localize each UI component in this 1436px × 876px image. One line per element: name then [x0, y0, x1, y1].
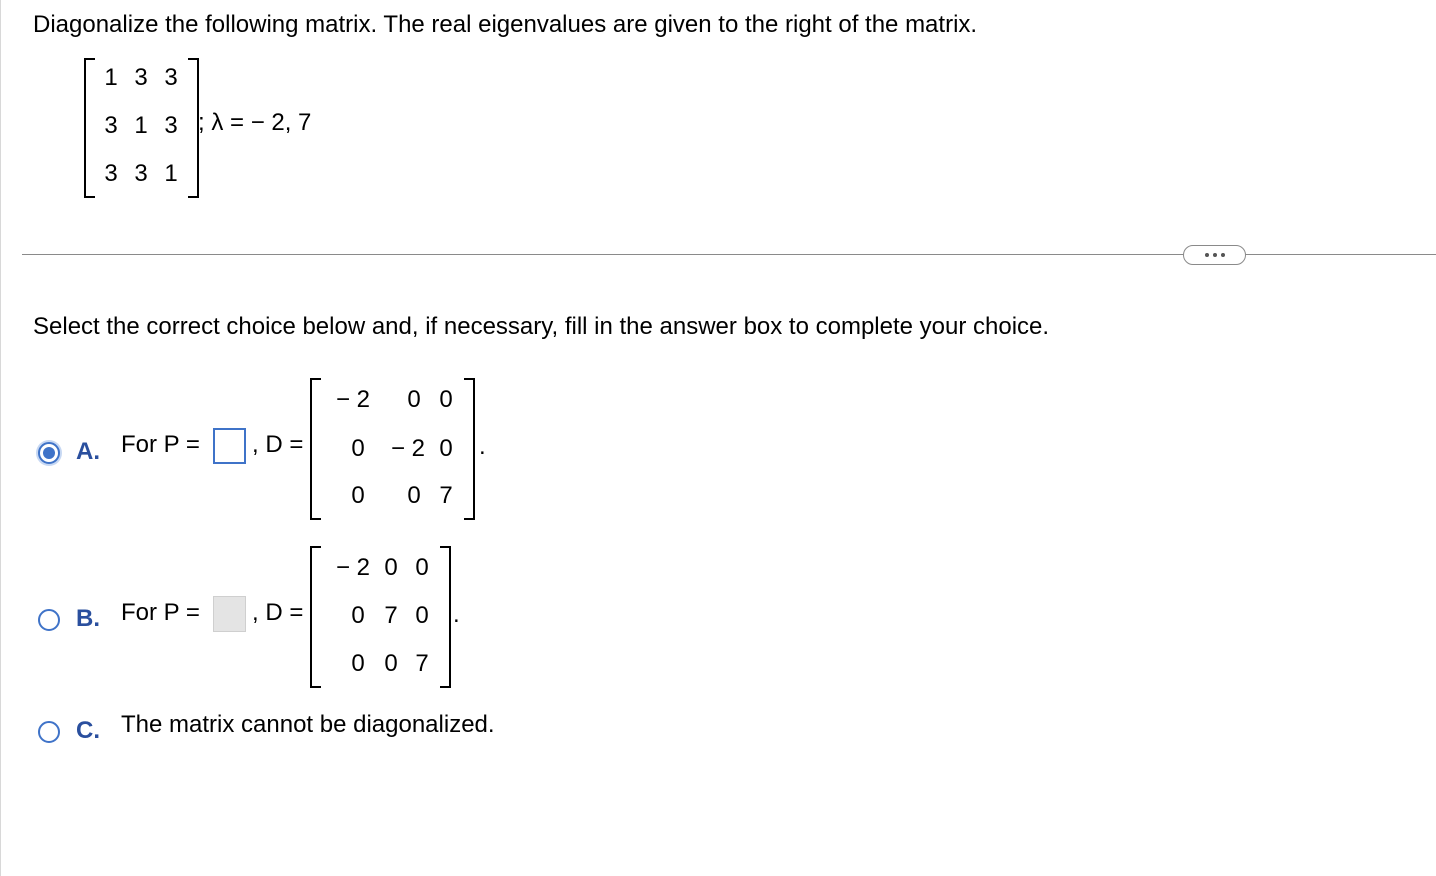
- choice-b-radio[interactable]: [38, 609, 60, 631]
- choice-c-radio[interactable]: [38, 721, 60, 743]
- choice-c-text: The matrix cannot be diagonalized.: [121, 711, 495, 738]
- matrix-cell: 1: [134, 112, 148, 139]
- matrix-cell: 7: [415, 650, 429, 677]
- ellipsis-icon: [1221, 253, 1225, 257]
- matrix-cell: 7: [384, 602, 398, 629]
- matrix-bracket-right: [440, 546, 451, 688]
- ellipsis-icon: [1205, 253, 1209, 257]
- matrix-cell: 0: [351, 482, 365, 509]
- matrix-cell: 0: [439, 386, 453, 413]
- matrix-cell: 0: [407, 482, 421, 509]
- question-text: Diagonalize the following matrix. The real eigenvalues are given to the right of the matrix.: [33, 11, 978, 38]
- choice-b-period: .: [453, 601, 460, 628]
- matrix-cell: − 2: [390, 435, 426, 462]
- matrix-bracket-right: [464, 378, 475, 520]
- matrix-bracket-left: [310, 378, 321, 520]
- matrix-cell: 3: [104, 112, 118, 139]
- instruction-text: Select the correct choice below and, if necessary, fill in the answer box to complete your choice.: [33, 313, 1050, 340]
- matrix-cell: 0: [351, 435, 365, 462]
- matrix-cell: 7: [439, 482, 453, 509]
- choice-a-letter: A.: [76, 438, 100, 465]
- choice-b-letter: B.: [76, 605, 100, 632]
- eigenvalues-text: ; λ = − 2, 7: [198, 109, 312, 136]
- matrix-cell: − 2: [335, 554, 371, 581]
- choice-a-p-input[interactable]: [213, 428, 246, 464]
- matrix-bracket-left: [310, 546, 321, 688]
- matrix-cell: 1: [164, 160, 178, 187]
- left-border: [0, 0, 1, 876]
- more-options-button[interactable]: [1183, 245, 1246, 265]
- choice-a-prefix: For P =: [121, 431, 200, 458]
- matrix-cell: 0: [407, 386, 421, 413]
- choice-b-d-label: , D =: [252, 599, 304, 626]
- matrix-cell: 3: [104, 160, 118, 187]
- choice-a-radio[interactable]: [38, 442, 60, 464]
- matrix-cell: 3: [164, 64, 178, 91]
- choice-a-d-label: , D =: [252, 431, 304, 458]
- matrix-cell: 0: [351, 602, 365, 629]
- choice-b-prefix: For P =: [121, 599, 200, 626]
- choice-c-letter: C.: [76, 717, 100, 744]
- matrix-cell: 1: [104, 64, 118, 91]
- matrix-cell: 0: [439, 435, 453, 462]
- matrix-cell: 0: [415, 554, 429, 581]
- ellipsis-icon: [1213, 253, 1217, 257]
- matrix-cell: 3: [164, 112, 178, 139]
- matrix-cell: 3: [134, 160, 148, 187]
- matrix-cell: − 2: [335, 386, 371, 413]
- matrix-bracket-left: [84, 58, 95, 198]
- matrix-cell: 3: [134, 64, 148, 91]
- matrix-cell: 0: [384, 650, 398, 677]
- choice-a-period: .: [479, 433, 486, 460]
- choice-b-p-input[interactable]: [213, 596, 246, 632]
- matrix-cell: 0: [415, 602, 429, 629]
- matrix-cell: 0: [384, 554, 398, 581]
- matrix-cell: 0: [351, 650, 365, 677]
